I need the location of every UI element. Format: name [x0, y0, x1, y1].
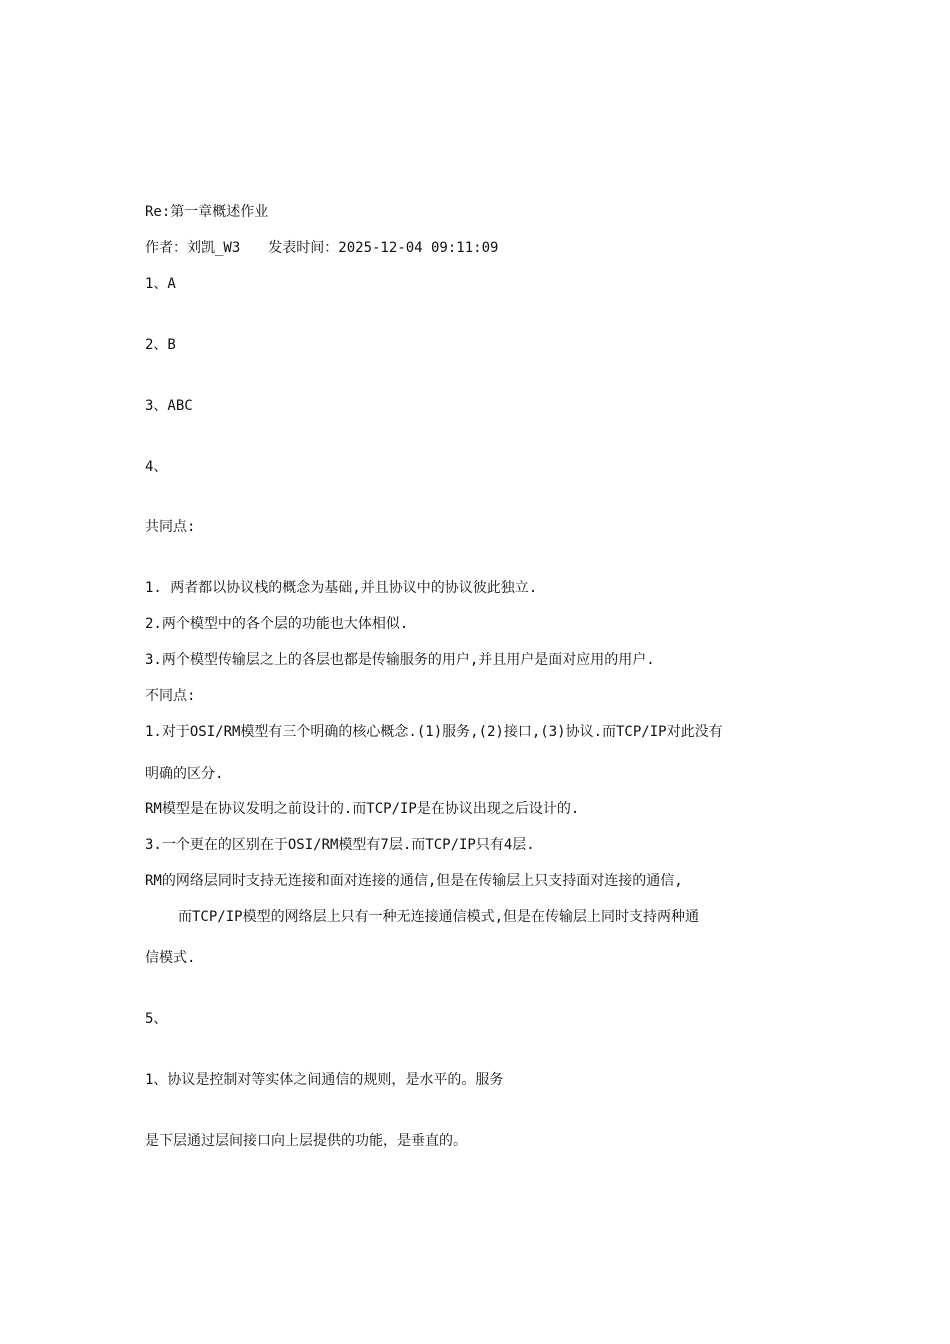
similarity-item: 2.两个模型中的各个层的功能也大体相似. — [145, 616, 409, 632]
difference-line: 而TCP/IP模型的网络层上只有一种无连接通信模式,但是在传输层上同时支持两种通 — [178, 909, 699, 925]
answer-5: 5、 — [145, 1011, 168, 1027]
differences-heading: 不同点: — [145, 688, 196, 704]
answer-5-line: 1、协议是控制对等实体之间通信的规则，是水平的。服务 — [145, 1072, 504, 1088]
answer-3: 3、ABC — [145, 398, 193, 414]
answer-1: 1、A — [145, 276, 176, 292]
answer-2: 2、B — [145, 337, 176, 353]
difference-line: 信模式. — [145, 950, 196, 966]
difference-line: 3.一个更在的区别在于OSI/RM模型有7层.而TCP/IP只有4层. — [145, 837, 535, 853]
difference-line: 1.对于OSI/RM模型有三个明确的核心概念.(1)服务,(2)接口,(3)协议.而TCP/IP对此没有 — [145, 724, 723, 740]
post-meta: 作者：刘凯_W3 发表时间：2025-12-04 09:11:09 — [145, 240, 499, 256]
similarities-heading: 共同点: — [145, 519, 196, 535]
similarity-item: 3.两个模型传输层之上的各层也都是传输服务的用户,并且用户是面对应用的用户. — [145, 652, 655, 668]
difference-line: 明确的区分. — [145, 766, 224, 782]
difference-line: RM模型是在协议发明之前设计的.而TCP/IP是在协议出现之后设计的. — [145, 801, 580, 817]
post-title: Re:第一章概述作业 — [145, 204, 269, 220]
answer-4: 4、 — [145, 459, 168, 475]
difference-line: RM的网络层同时支持无连接和面对连接的通信,但是在传输层上只支持面对连接的通信, — [145, 873, 683, 889]
similarity-item: 1. 两者都以协议栈的概念为基础,并且协议中的协议彼此独立. — [145, 580, 538, 596]
answer-5-line: 是下层通过层间接口向上层提供的功能，是垂直的。 — [145, 1133, 467, 1149]
